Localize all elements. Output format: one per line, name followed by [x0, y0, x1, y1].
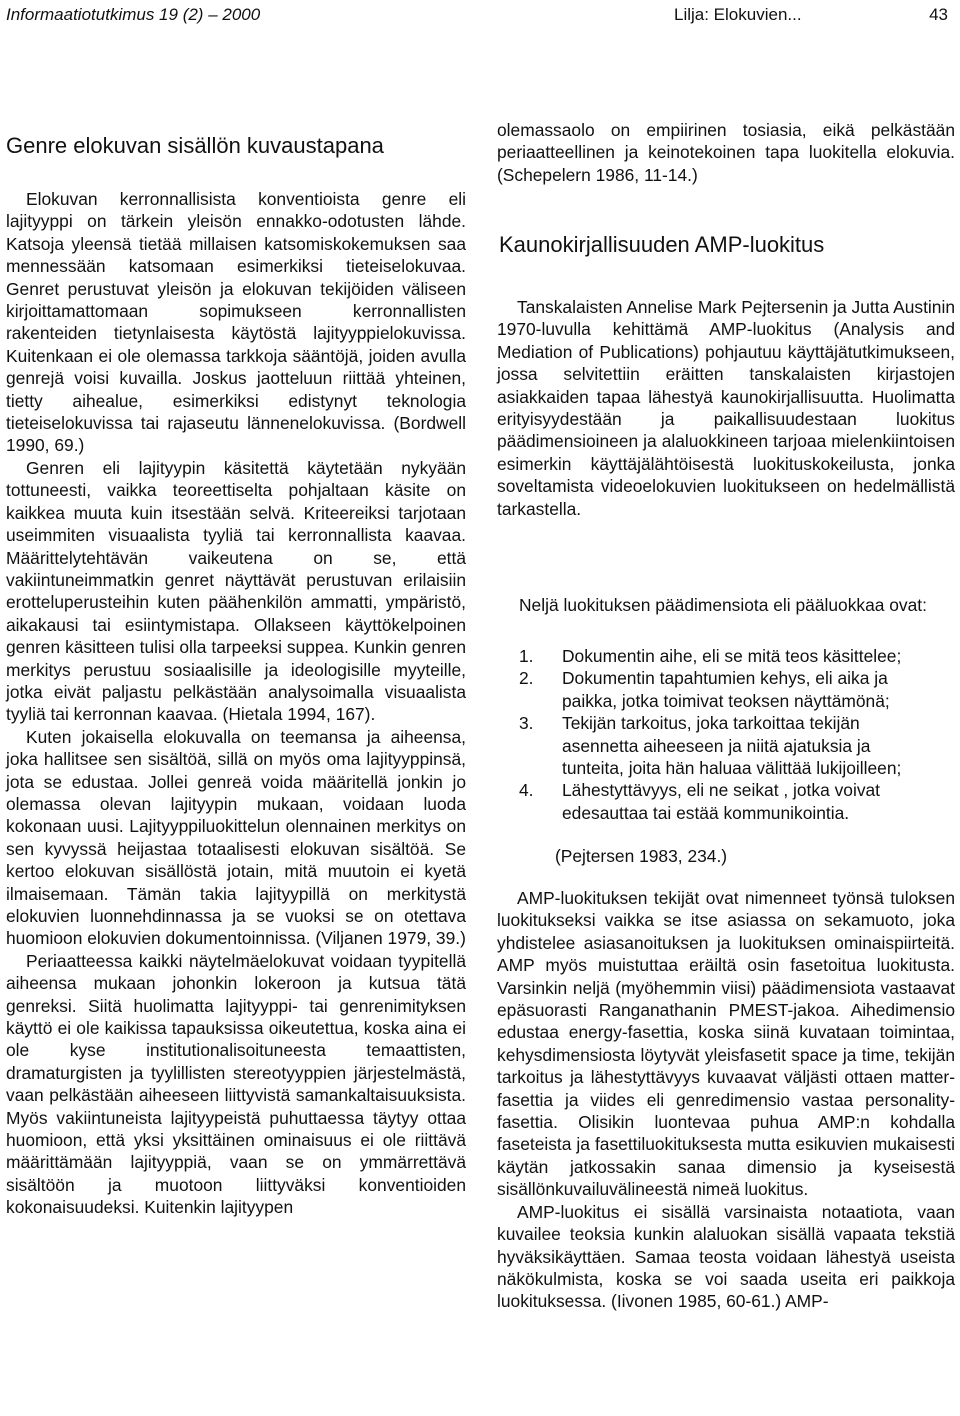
right-body-bottom: [497, 887, 955, 1313]
list-number: 4.: [519, 780, 534, 801]
running-title: Lilja: Elokuvien...: [674, 5, 802, 24]
paragraph: Tanskalaisten Annelise Mark Pejtersenin ja Jutta Austinin 1970-luvulla kehittämä AMP-luokitus (Analysis and Mediation of Publications) pohjautuu käyttäjätutkimukseen, jossa selvitettiin eräitten tanskalaisten kirjastojen asiakkaiden tapaa lähestyä kaunokirjallisuutta. Huolimatta erityisyydestään ja paikallisuudestaan luokitus päädimensioineen ja alaluokkineen tarjoaa mielenkiintoisen esimerkin käyttäjälähtöisestä luokituskokeilusta, jonka soveltamista videoelokuvien luokitukseen on hedelmällistä tarkastella.: [497, 297, 955, 519]
list-citation: (Pejtersen 1983, 234.): [555, 846, 728, 866]
paragraph-continued: olemassaolo on empiirinen tosiasia, eikä pelkästään periaatteellinen ja keinotekoinen tapa luokitella elokuvia. (Schepelern 1986, 11-14.): [497, 120, 955, 185]
journal-title: Informaatiotutkimus 19 (2) – 2000: [6, 5, 261, 24]
section-title-genre: Genre elokuvan sisällön kuvaustapana: [6, 133, 384, 158]
list-item: [497, 712, 927, 779]
list-text: Lähestyttävyys, eli ne seikat , jotka voivat edesauttaa tai estää kommunikointia.: [562, 780, 881, 823]
paragraph: Kuten jokaisella elokuvalla on teemansa ja aiheensa, joka hallitsee sen sisältöä, sillä on myös oma lajityyppinsä, jota se edustaa. Jollei genreä voida määritellä jonkin jo olemassa olevan lajityypin mukaan, voidaan luoda kokonaan uusi. Lajityyppiluokittelun olennainen merkitys on sen kyvyssä heijastaa totaalisesti elokuvan sisältöä. Se kertoo elokuvan sisällöstä jotain, mitä muutoin ei kyetä ilmaisemaan. Tämän takia lajityypillä on merkitystä elokuvien luonnehdinnassa ja se vuoksi se on otettava huomioon elokuvien dokumentoinnissa. (Viljanen 1979, 39.): [6, 726, 466, 949]
list-number: 3.: [519, 713, 534, 734]
dimension-list: [497, 645, 927, 824]
list-number: 2.: [519, 668, 534, 689]
list-intro: Neljä luokituksen päädimensiota eli pääluokkaa ovat:: [519, 595, 927, 615]
list-text: Tekijän tarkoitus, joka tarkoittaa tekijän asennetta aiheeseen ja niitä ajatuksia ja tunteita, joita hän haluaa välittää lukijoilleen;: [562, 713, 902, 779]
list-item: [497, 645, 927, 667]
list-text: Dokumentin tapahtumien kehys, eli aika ja paikka, jotka toimivat teoksen näyttämönä;: [562, 668, 890, 711]
paragraph: Genren eli lajityypin käsitettä käytetään nykyään tottuneesti, vaikka teoreettiselta pohjaltaan käsite on kaikkea muuta kuin itsestään selvä. Kriteereiksi tarjotaan useimmiten visuaalista tyyliä tai kerronnallista kaavaa. Määrittelytehtävän vaikeutena on se, että vakiintuneimmatkin genret näyttävät perustuvan erilaisiin erotteluperusteihin kuten päähenkilön ammatti, ympäristö, aikakausi tai esiintymistapa. Ollakseen käyttökelpoinen genren käsitteen tulisi olla tarpeeksi suppea. Kunkin genren merkitys perustuu sosiaalisille ja ideologisille myyteille, jotka eivät paljastu pelkästään analysoimalla visuaalista tyyliä tai kerronnan kaavaa. (Hietala 1994, 167).: [6, 457, 466, 725]
page-header: [6, 4, 952, 28]
paragraph: AMP-luokituksen tekijät ovat nimenneet työnsä tuloksen luokitukseksi vaikka se itse asiassa on sekamuoto, joka yhdistelee asiasanoituksen ja luokituksen ominaispiirteitä. AMP myös muistuttaa eräiltä osin fasetoitua luokitusta. Varsinkin neljä (myöhemmin viisi) päädimensiota vastaavat epäsuorasti Ranganathanin PMEST-jakoa. Aihedimensio edustaa energy-fasettia, koska siinä kuvataan toimintaa, kehysdimensiosta löytyvät yleisfasetit space ja time, tekijän tarkoitus ja lähestyttävyys kuvaavat väljästi ottaen matter-fasettia ja viides eli genredimensio vastaa personality-fasettia. Olisikin luontevaa puhua AMP:n kohdalla faseteista ja fasettiluokituksesta mutta esikuvien mukaisesti käytän jatkossakin sanaa dimensio ja kyseisestä sisällönkuvailuvälineestä nimeä luokitus.: [497, 888, 955, 1200]
list-item: [497, 667, 927, 712]
paragraph: Periaatteessa kaikki näytelmäelokuvat voidaan tyypitellä aiheensa mukaan johonkin lokeroon ja kutsua tätä genreksi. Siitä huolimatta lajityyppi- tai genrenimityksen käyttö ei ole kaikissa tapauksissa oikeutettua, koska aina ei ole kyse institutionalisoituneesta temaattisten, dramaturgisten ja tyylillisten stereotyyppien järjestelmästä, vaan pelkästään aiheeseen liittyvistä samankaltaisuuksista. Myös vakiintuneista lajityypeistä puhuttaessa täytyy ottaa huomioon, että yksi yksittäinen ominaisuus ei ole riittävä määrittämään lajityyppiä, vaan se on ymmärrettävä sisältöön ja muotoon liittyväksi konventioiden kokonaisuudeksi. Kuitenkin lajityypen: [6, 950, 466, 1218]
list-item: [497, 779, 927, 824]
list-number: 1.: [519, 646, 534, 666]
left-body: [6, 188, 466, 1219]
paragraph: AMP-luokitus ei sisällä varsinaista notaatiota, vaan kuvailee teoksia kunkin alaluokan sisällä vapaata tekstiä hyväksikäyttäen. Samaa teosta voidaan lähestyä useista näkökulmista, koska se voi saada useita eri paikkoja luokituksessa. (Iivonen 1985, 60-61.) AMP-: [497, 1201, 955, 1312]
paragraph: Elokuvan kerronnallisista konventioista genre eli lajityyppi on tärkein yleisön ennakko-odotusten lähde. Katsoja yleensä tietää millaisen katsomiskokemuksen saa mennessään katsomaan esimerkiksi tieteiselokuvaa. Genret perustuvat yleisön ja elokuvan tekijöiden väliseen kirjoittamattomaan sopimukseen kerronnallisten rakenteiden tietynlaisesta käytöstä lajityyppielokuvissa. Kuitenkaan ei ole olemassa tarkkoja sääntöjä, joiden avulla genrejä voisi kuvailla. Joskus jaotteluun riittää yhteinen, tietty aihealue, esimerkiksi edistynyt teknologia tieteiselokuvissa tai rajaseutu lännenelokuvissa. (Bordwell 1990, 69.): [6, 189, 466, 456]
page-number: 43: [929, 5, 948, 24]
list-text: Dokumentin aihe, eli se mitä teos käsittelee;: [562, 646, 902, 666]
section-title-amp: Kaunokirjallisuuden AMP-luokitus: [499, 232, 825, 257]
